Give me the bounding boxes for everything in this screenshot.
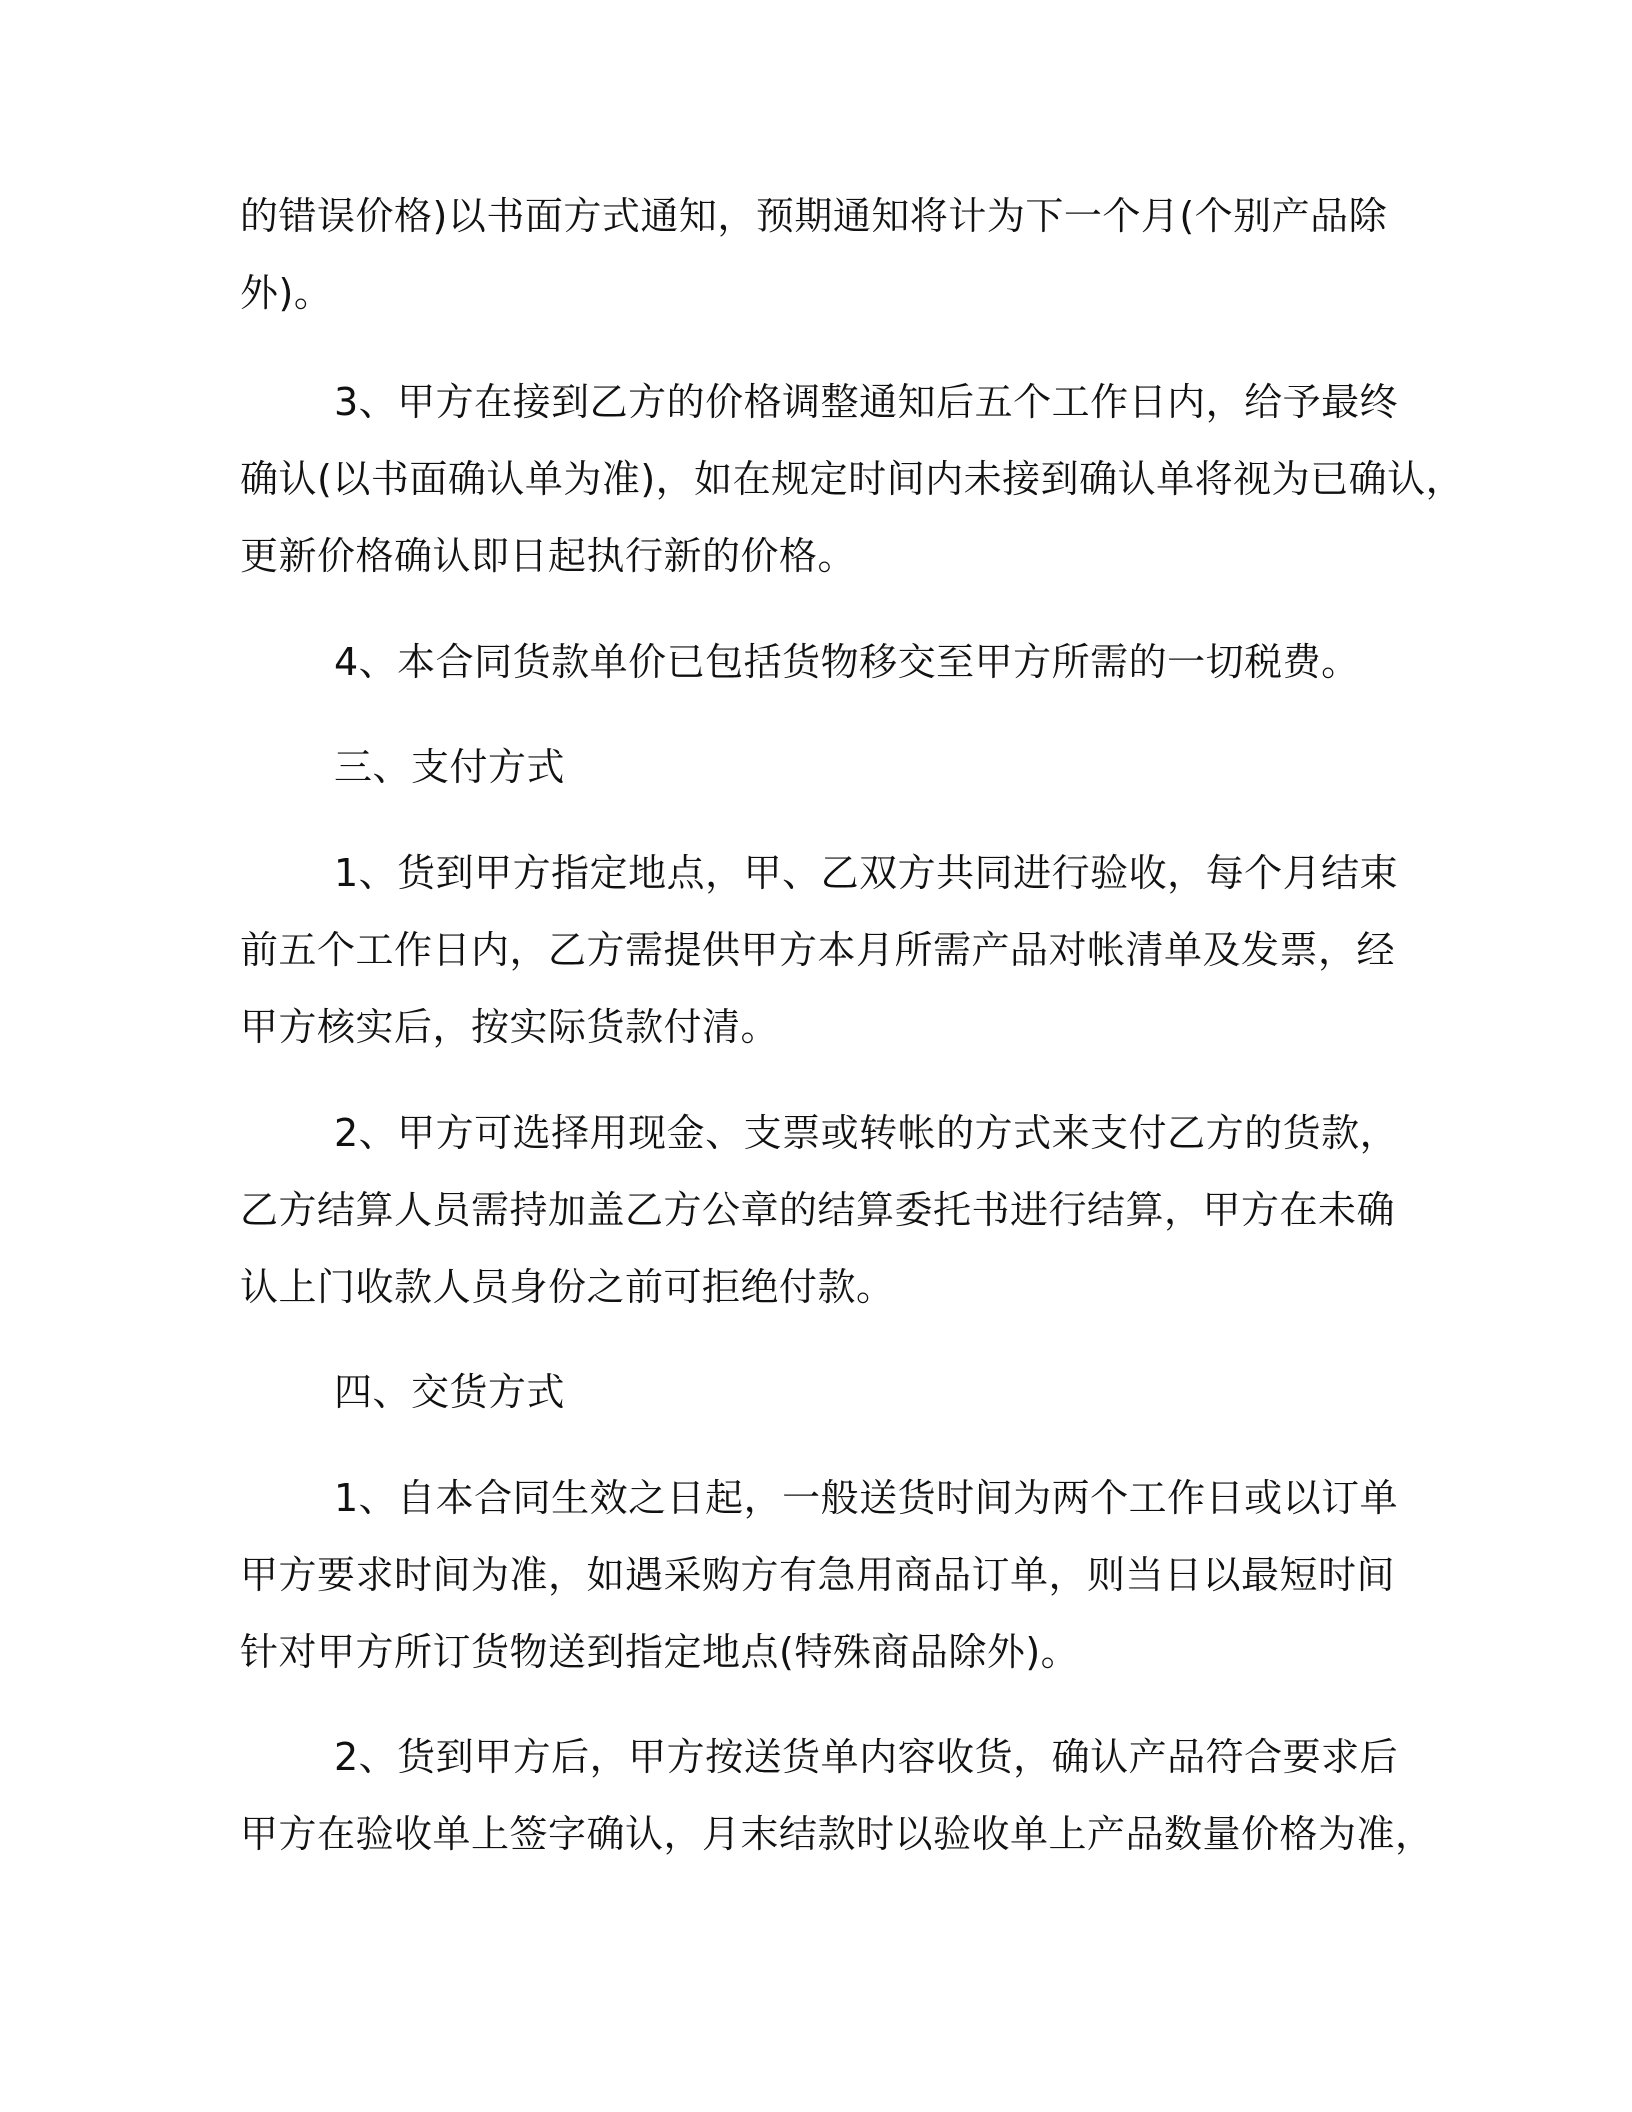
payment-item-1-line-3: 甲方核实后，按实际货款付清。	[240, 1005, 780, 1049]
payment-item-1-line-1: 1、货到甲方指定地点，甲、乙双方共同进行验收，每个月结束	[334, 851, 1399, 895]
payment-item-2-line-2: 乙方结算人员需持加盖乙方公章的结算委托书进行结算，甲方在未确	[240, 1188, 1396, 1232]
section-heading-payment: 三、支付方式	[334, 745, 566, 789]
payment-item-1-line-2: 前五个工作日内，乙方需提供甲方本月所需产品对帐清单及发票，经	[240, 928, 1396, 972]
text-line: 的错误价格)以书面方式通知，预期通知将计为下一个月(个别产品除	[240, 194, 1388, 238]
paragraph-4-line-1: 4、本合同货款单价已包括货物移交至甲方所需的一切税费。	[334, 640, 1360, 684]
paragraph-3-line-1: 3、甲方在接到乙方的价格调整通知后五个工作日内，给予最终	[334, 380, 1399, 424]
delivery-item-2-line-1: 2、货到甲方后，甲方按送货单内容收货，确认产品符合要求后	[334, 1735, 1399, 1779]
paragraph-3-line-3: 更新价格确认即日起执行新的价格。	[240, 534, 857, 578]
text-line: 外)。	[240, 271, 333, 315]
delivery-item-1-line-1: 1、自本合同生效之日起，一般送货时间为两个工作日或以订单	[334, 1476, 1399, 1520]
payment-item-2-line-3: 认上门收款人员身份之前可拒绝付款。	[240, 1265, 895, 1309]
delivery-item-1-line-2: 甲方要求时间为准，如遇采购方有急用商品订单，则当日以最短时间	[240, 1553, 1396, 1597]
payment-item-2-line-1: 2、甲方可选择用现金、支票或转帐的方式来支付乙方的货款，	[334, 1111, 1399, 1155]
paragraph-3-line-2: 确认(以书面确认单为准)，如在规定时间内未接到确认单将视为已确认，	[240, 457, 1465, 501]
section-heading-delivery: 四、交货方式	[334, 1370, 566, 1414]
delivery-item-2-line-2: 甲方在验收单上签字确认，月末结款时以验收单上产品数量价格为准，	[240, 1812, 1434, 1856]
delivery-item-1-line-3: 针对甲方所订货物送到指定地点(特殊商品除外)。	[240, 1630, 1080, 1674]
